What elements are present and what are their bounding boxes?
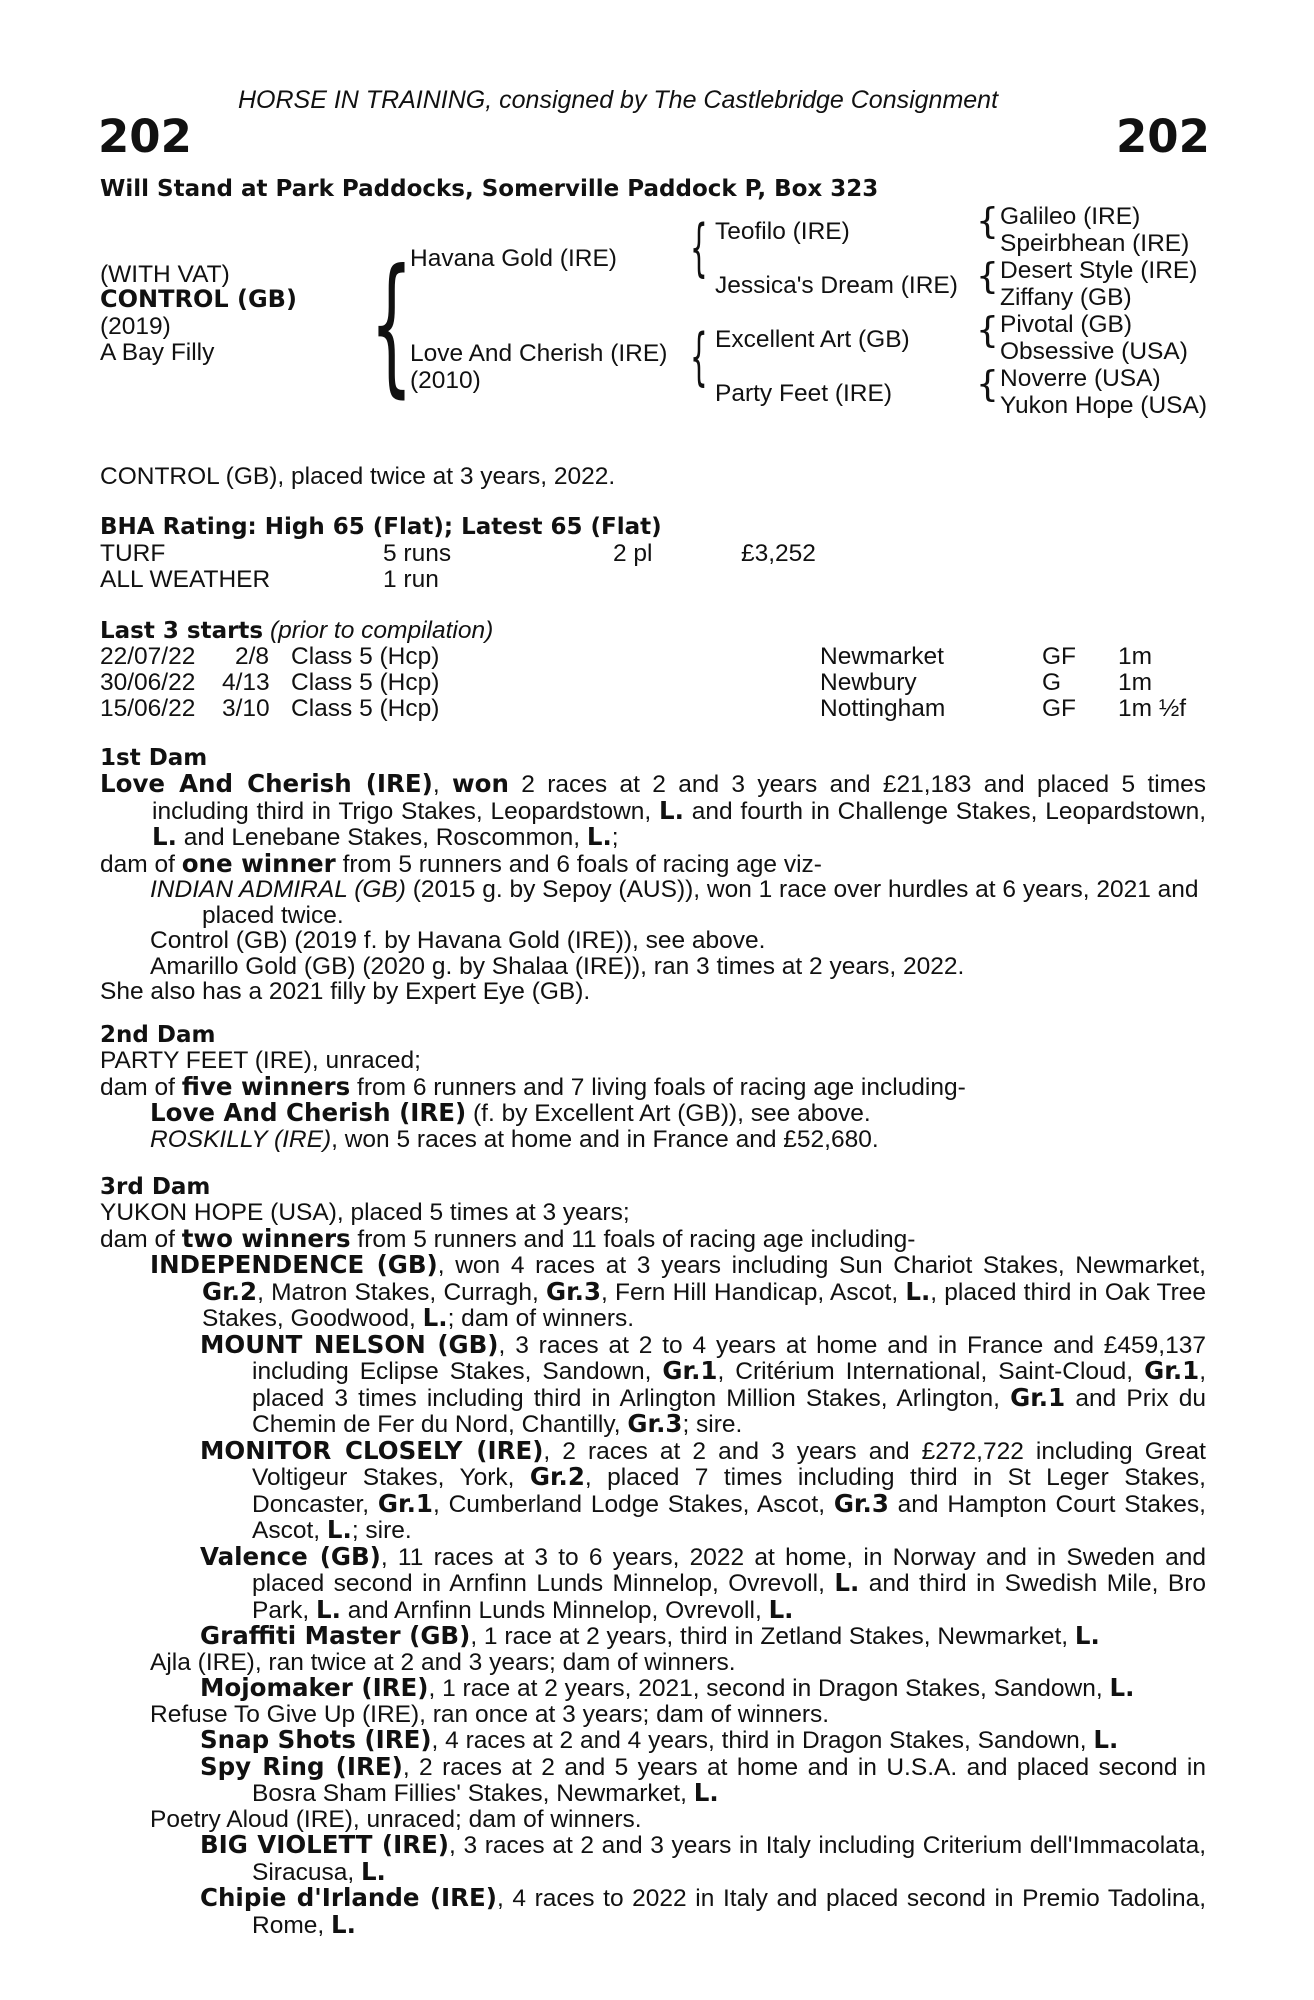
great-grandsire-5: Pivotal (GB) (1000, 311, 1133, 338)
foal-refuse-to-give-up: Refuse To Give Up (IRE), ran once at 3 years; dam of winners. (150, 1700, 830, 1728)
brace-dam: { (690, 320, 708, 393)
rating-placed: 2 pl (613, 540, 653, 567)
dam2-foal (100, 1127, 1206, 1153)
listed-mark: L. (360, 1856, 386, 1886)
foal-name: Spy Ring (IRE) (200, 1751, 403, 1781)
listed-mark: L. (905, 1276, 931, 1306)
great-grandsire-3: Desert Style (IRE) (1000, 257, 1198, 284)
dam2-produce-text: from 6 runners and 7 living foals of racing age including- (350, 1073, 966, 1101)
foal-text: and Arnfinn Lunds Minnelop, Ovrevoll, (340, 1596, 769, 1624)
listed-mark: L. (1074, 1621, 1100, 1650)
dam2-line: PARTY FEET (IRE), unraced; (100, 1047, 421, 1074)
lot-number-right: 202 (1116, 110, 1210, 163)
foal-text: Control (GB) (2019 f. by Havana Gold (IRE)), see above. (150, 927, 766, 954)
foal-text: ; sire. (682, 1411, 743, 1438)
dam-of-label: dam of (100, 1073, 182, 1101)
foal-text: Amarillo Gold (GB) (2020 g. by Shalaa (IRE)), ran 3 times at 2 years, 2022. (150, 952, 965, 980)
start-going: GF (1042, 695, 1077, 722)
great-grandsire-7: Noverre (USA) (1000, 365, 1161, 392)
brace-gg-1: { (976, 201, 999, 242)
foal-text: and Prix du Chemin de Fer du Nord, Chantilly, (252, 1384, 1206, 1438)
race-summary: CONTROL (GB), placed twice at 3 years, 2022. (100, 463, 616, 490)
rating-surface: ALL WEATHER (100, 566, 271, 593)
listed-mark: L. (326, 1515, 352, 1544)
foal-name: MOUNT NELSON (GB) (200, 1329, 499, 1359)
dam1-name: Love And Cherish (IRE) (100, 769, 433, 798)
group-mark: Gr.1 (377, 1488, 433, 1518)
start-date: 22/07/22 (100, 643, 196, 670)
foal-independence (100, 1252, 1206, 1332)
grandsire-3: Excellent Art (GB) (715, 326, 910, 353)
foal-name: Love And Cherish (IRE) (150, 1098, 467, 1127)
foal-name: Snap Shots (IRE) (200, 1725, 432, 1754)
last-starts-note: (prior to compilation) (269, 617, 494, 644)
group-mark: Gr.2 (202, 1276, 258, 1306)
horse-year: (2019) (100, 313, 171, 340)
foal-name: Chipie d'Irlande (IRE) (200, 1883, 497, 1912)
dam1-text: and fourth in Challenge Stakes, Leopardstown, (683, 797, 1206, 825)
foal-poetry-aloud: Poetry Aloud (IRE), unraced; dam of winners. (150, 1805, 642, 1833)
listed-mark: L. (659, 795, 684, 825)
group-mark: Gr.1 (1010, 1382, 1066, 1412)
foal-text: , 3 races at 2 and 3 years in Italy including Criterium dell'Immacolata, Siracusa, (252, 1832, 1207, 1886)
group-mark: Gr.3 (833, 1488, 889, 1518)
listed-mark: L. (422, 1303, 448, 1332)
dam1-section (100, 745, 1206, 1005)
consignor-line: HORSE IN TRAINING, consigned by The Castlebridge Consignment (238, 86, 999, 114)
brace-gg-4: { (976, 364, 999, 405)
dam1-foal (100, 954, 1206, 980)
listed-mark: L. (330, 1909, 356, 1939)
start-going: GF (1042, 643, 1077, 670)
grandsire-1: Teofilo (IRE) (715, 218, 850, 245)
listed-mark: L. (1109, 1673, 1135, 1702)
dam1-record: Love And Cherish (IRE), won 2 races at 2 and 3 years and £21,183 and placed 5 times including third in Trigo Stakes, Leopardstown, L. and fourth in Challenge Stakes, Leopardstown, L. and Lenebane Stakes, Roscommon, L.; (100, 769, 1207, 851)
foal-name: MONITOR CLOSELY (IRE) (200, 1435, 544, 1465)
start-going: G (1042, 669, 1062, 696)
foal-chipie-dirlande (100, 1885, 1206, 1938)
foal-text: , placed 7 times including third in St Leger Stakes, Doncaster, (252, 1464, 1206, 1518)
dam1-text: 2 races at 2 and 3 years and £21,183 and placed 5 times including third in Trigo Stakes, Leopardstown, (152, 771, 1207, 825)
foal-text: , 1 race at 2 years, third in Zetland Stakes, Newmarket, (470, 1623, 1075, 1650)
group-mark: Gr.3 (545, 1276, 602, 1306)
group-mark: Gr.1 (1144, 1356, 1200, 1385)
start-date: 15/06/22 (100, 695, 196, 722)
group-mark: Gr.1 (662, 1356, 718, 1385)
listed-mark: L. (768, 1594, 794, 1624)
grandsire-2: Jessica's Dream (IRE) (715, 272, 958, 299)
rating-surface: TURF (100, 540, 166, 567)
last-starts-title: Last 3 starts (100, 618, 264, 644)
dam1-foal (100, 928, 1206, 954)
listed-mark: L. (586, 822, 612, 851)
foal-text: , 2 races at 2 and 5 years at home and in U.S.A. and placed second in Bosra Sham Fillies' Stakes, Newmarket, (252, 1753, 1206, 1807)
foal-name: BIG VIOLETT (IRE) (200, 1830, 450, 1859)
foal-text: and third in Swedish Mile, Bro Park, (252, 1570, 1206, 1624)
foal-valence (100, 1541, 1206, 1624)
dam3-section (100, 1174, 1206, 1938)
group-mark: Gr.2 (529, 1462, 585, 1491)
foal-text: , Critérium International, Saint-Cloud, (717, 1358, 1145, 1385)
brace-gg-3: { (976, 310, 999, 351)
lot-number-left: 202 (98, 110, 192, 163)
dam1-winners: one winner (181, 848, 336, 878)
listed-mark: L. (693, 1778, 719, 1807)
great-grandsire-8: Yukon Hope (USA) (1000, 392, 1207, 419)
foal-monitor-closely (100, 1435, 1206, 1544)
foal-text: , Cumberland Lodge Stakes, Ascot, (432, 1490, 834, 1518)
foal-name: Graffiti Master (GB) (200, 1621, 471, 1650)
vat-label: (WITH VAT) (100, 261, 230, 288)
dam1-text: ; (611, 824, 619, 851)
foal-text: , placed third in Oak Tree Stakes, Goodwood, (202, 1278, 1206, 1332)
listed-mark: L. (834, 1568, 860, 1597)
rating-runs: 1 run (383, 566, 439, 593)
listed-mark: L. (316, 1594, 341, 1624)
dam1-produce-line (100, 848, 1206, 878)
dam2-heading: 2nd Dam (100, 1022, 216, 1048)
start-course: Nottingham (820, 695, 946, 722)
group-mark: Gr.3 (627, 1409, 683, 1438)
start-class: Class 5 (Hcp) (291, 669, 440, 696)
start-distance: 1m (1118, 669, 1153, 696)
start-course: Newbury (820, 669, 917, 696)
dam1-won: won (451, 769, 509, 798)
dam3-line: YUKON HOPE (USA), placed 5 times at 3 years; (100, 1199, 630, 1226)
last-starts-heading (100, 617, 493, 645)
foal-text: (f. by Excellent Art (GB)), see above. (466, 1100, 871, 1127)
foal-text: , won 5 races at home and in France and £52,680. (331, 1125, 879, 1153)
foal-mojomaker (100, 1675, 1206, 1702)
location-line: Will Stand at Park Paddocks, Somerville Paddock P, Box 323 (100, 176, 879, 202)
foal-spy-ring (100, 1751, 1206, 1807)
start-pos: 4/13 (222, 669, 270, 696)
grandsire-4: Party Feet (IRE) (715, 380, 892, 407)
listed-mark: L. (1093, 1725, 1119, 1754)
foal-text: (2015 g. by Sepoy (AUS)), won 1 race over hurdles at 6 years, 2021 and placed twice. (202, 876, 1199, 929)
foal-text: , 3 races at 2 to 4 years at home and in France and £459,137 including Eclipse Stakes, Sandown, (252, 1331, 1206, 1385)
rating-runs: 5 runs (383, 540, 452, 567)
foal-text: ; dam of winners. (447, 1305, 635, 1332)
foal-mount-nelson (100, 1329, 1206, 1438)
dam3-produce-text: from 5 runners and 11 foals of racing age including- (350, 1225, 916, 1253)
start-distance: 1m (1118, 643, 1153, 670)
start-date: 30/06/22 (100, 669, 196, 696)
foal-big-violett (100, 1832, 1206, 1885)
rating-title: BHA Rating: High 65 (Flat); Latest 65 (Flat) (100, 514, 662, 540)
dam3-produce-line (100, 1223, 1206, 1253)
foal-name: INDEPENDENCE (GB) (150, 1250, 438, 1279)
great-grandsire-2: Speirbhean (IRE) (1000, 230, 1190, 257)
start-distance: 1m ½f (1118, 695, 1187, 722)
dam-name: Love And Cherish (IRE) (410, 340, 668, 367)
foal-text: , 2 races at 2 and 3 years and £272,722 including Great Voltigeur Stakes, York, (252, 1437, 1206, 1491)
dam3-winners: two winners (181, 1223, 351, 1253)
foal-text: , 1 race at 2 years, 2021, second in Dragon Stakes, Sandown, (428, 1675, 1110, 1702)
brace-sire: { (690, 211, 708, 284)
great-grandsire-1: Galileo (IRE) (1000, 203, 1141, 230)
dam1-produce-text: from 5 runners and 6 foals of racing age viz- (335, 850, 822, 878)
start-class: Class 5 (Hcp) (291, 695, 440, 722)
great-grandsire-4: Ziffany (GB) (1000, 284, 1132, 311)
dam-of-label: dam of (100, 850, 182, 878)
foal-text: , Fern Hill Handicap, Ascot, (601, 1278, 906, 1306)
foal-text: , Matron Stakes, Curragh, (257, 1278, 546, 1306)
foal-name: Valence (GB) (200, 1541, 381, 1571)
brace-gg-2: { (976, 256, 999, 297)
sire-name: Havana Gold (IRE) (410, 245, 617, 272)
foal-text: , 11 races at 3 to 6 years, 2022 at home, in Norway and in Sweden and placed second in Arnfinn Lunds Minnelop, Ovrevoll, (252, 1543, 1206, 1597)
foal-text: ; sire. (351, 1517, 412, 1544)
foal-name: ROSKILLY (IRE) (150, 1125, 332, 1153)
listed-mark: L. (152, 822, 177, 851)
dam2-foal (100, 1100, 1206, 1127)
dam3-heading: 3rd Dam (100, 1174, 211, 1200)
foal-text: , 4 races at 2 and 4 years, third in Dragon Stakes, Sandown, (431, 1727, 1094, 1754)
dam-year: (2010) (410, 367, 481, 394)
great-grandsire-6: Obsessive (USA) (1000, 338, 1188, 365)
foal-text: , placed 3 times including third in Arlington Million Stakes, Arlington, (252, 1358, 1206, 1412)
start-class: Class 5 (Hcp) (291, 643, 440, 670)
dam2-produce-line (100, 1071, 1206, 1101)
dam-of-label: dam of (100, 1225, 182, 1253)
foal-text: and Hampton Court Stakes, Ascot, (252, 1490, 1206, 1544)
start-course: Newmarket (820, 643, 944, 670)
rating-prize: £3,252 (741, 540, 816, 567)
foal-snap-shots (100, 1727, 1206, 1754)
dam1-text: and Lenebane Stakes, Roscommon, (176, 824, 587, 851)
foal-text: , 4 races to 2022 in Italy and placed second in Premio Tadolina, Rome, (252, 1885, 1207, 1939)
dam1-heading: 1st Dam (100, 745, 208, 771)
dam2-section (100, 1022, 1206, 1152)
start-pos: 3/10 (222, 695, 270, 722)
foal-name: INDIAN ADMIRAL (GB) (150, 876, 406, 903)
horse-name: CONTROL (GB) (100, 285, 297, 313)
brace-main: { (370, 238, 413, 412)
foal-name: Mojomaker (IRE) (200, 1673, 429, 1702)
dam2-winners: five winners (181, 1071, 351, 1101)
dam1-also: She also has a 2021 filly by Expert Eye (GB). (100, 978, 591, 1005)
foal-graffiti-master (100, 1623, 1206, 1650)
foal-ajla: Ajla (IRE), ran twice at 2 and 3 years; dam of winners. (150, 1648, 736, 1676)
dam1-foal (100, 877, 1206, 928)
start-pos: 2/8 (235, 643, 270, 670)
foal-text: , won 4 races at 3 years including Sun Chariot Stakes, Newmarket, (437, 1252, 1206, 1279)
horse-description: A Bay Filly (100, 339, 215, 366)
